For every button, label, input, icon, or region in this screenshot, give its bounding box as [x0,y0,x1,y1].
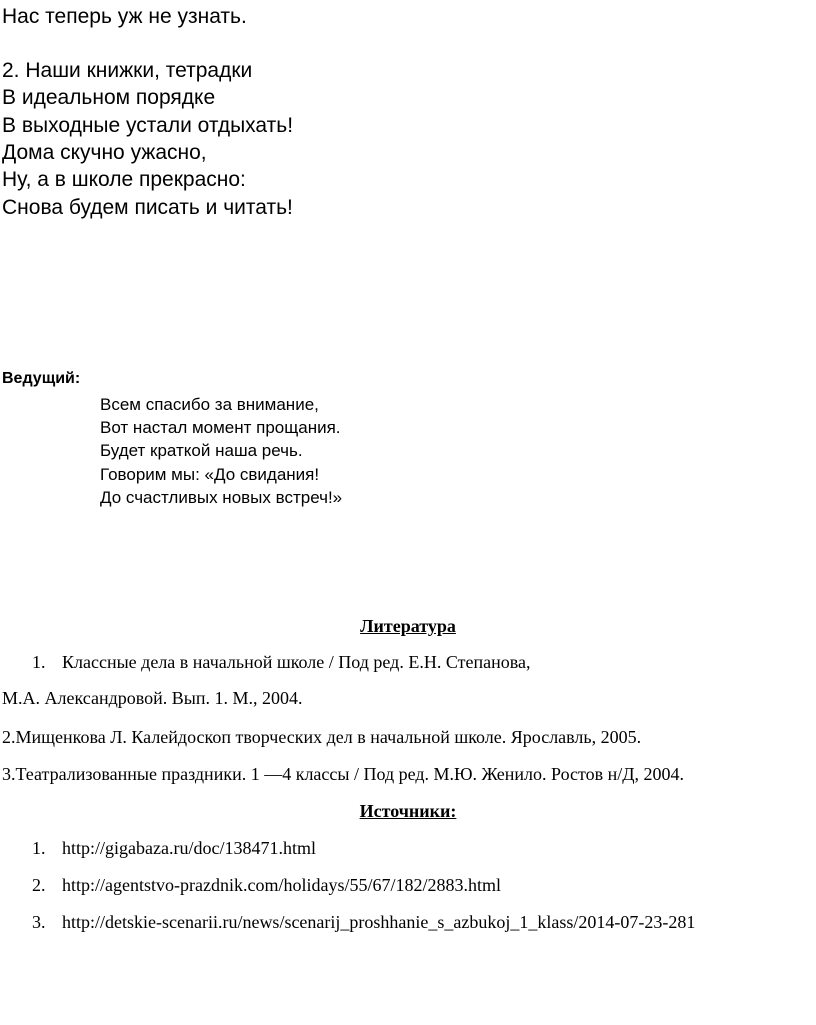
list-number: 1. [32,838,46,858]
host-line: Говорим мы: «До свидания! [100,465,320,484]
poem-line: Ну, а в школе прекрасно: [2,168,246,191]
literature-item: 2.Мищенкова Л. Калейдоскоп творческих дел в начальной школе. Ярославль, 2005. [2,727,642,747]
host-line: Всем спасибо за внимание, [100,395,319,414]
literature-heading: Литература [360,616,456,636]
poem-line: В выходные устали отдыхать! [2,114,294,137]
poem-line: 2. Наши книжки, тетрадки [2,59,253,82]
poem-line: В идеальном порядке [2,86,216,109]
host-line: Будет краткой наша речь. [100,441,303,460]
poem-line: Снова будем писать и читать! [2,196,293,219]
literature-item: М.А. Александровой. Вып. 1. М., 2004. [2,688,303,708]
source-link[interactable]: http://detskie-scenarii.ru/news/scenarij_proshhanie_s_azbukoj_1_klass/2014-07-23-281 [62,912,696,932]
sources-heading: Источники: [359,801,457,821]
poem-line: Нас теперь уж не узнать. [2,5,247,28]
host-line: Вот настал момент прощания. [100,418,341,437]
poem-line: Дома скучно ужасно, [2,141,207,164]
literature-item: 3.Театрализованные праздники. 1 —4 классы / Под ред. М.Ю. Женило. Ростов н/Д, 2004. [2,764,685,784]
list-number: 2. [32,875,46,895]
list-number: 3. [32,912,46,932]
host-label: Ведущий: [2,370,81,387]
source-link[interactable]: http://gigabaza.ru/doc/138471.html [62,838,316,858]
host-line: До счастливых новых встреч!» [100,488,343,507]
source-link[interactable]: http://agentstvo-prazdnik.com/holidays/55/67/182/2883.html [62,875,501,895]
literature-item: Классные дела в начальной школе / Под ред. Е.Н. Степанова, [62,652,531,672]
list-number: 1. [32,652,46,672]
